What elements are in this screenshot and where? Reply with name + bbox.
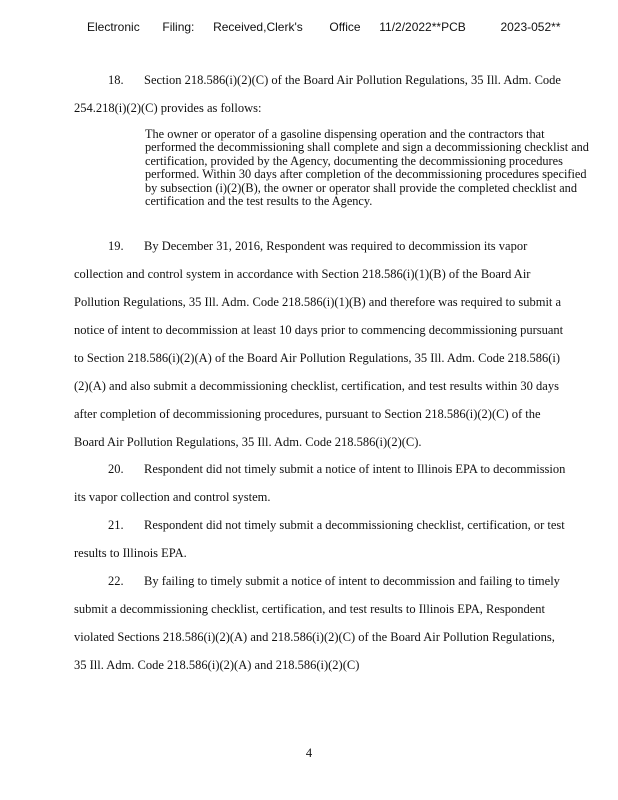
paragraph-22 [74,567,570,679]
paragraph-number: 22. [108,574,124,588]
paragraph-number: 18. [108,73,124,87]
block-quote: The owner or operator of a gasoline dispensing operation and the contractors that performed the decommissioning shall complete and sign a decommissioning checklist and certification, provided by the Agency, documenting the decommissioning procedures performed. Within 30 days after completion of the decommissioning procedures specified by subsection (i)(2)(B), the owner or operator shall provide the completed checklist and certification and the test results to the Agency. [145,127,589,209]
paragraph-number: 20. [108,462,124,476]
paragraph-text: Respondent did not timely submit a notice of intent to Illinois EPA to decommission its vapor collection and control system. [74,462,566,504]
header-office: Office [329,20,361,34]
paragraph-number: 21. [108,518,124,532]
header-date: 11/2/2022**PCB [379,20,466,34]
paragraph-21 [74,511,570,567]
paragraph-19 [74,232,570,456]
page-number: 4 [305,746,313,760]
header-received: Received,Clerk's [213,20,303,34]
paragraph-18 [74,66,570,122]
header-electronic: Electronic [87,20,140,34]
header-docket: 2023-052** [500,20,561,34]
paragraph-number: 19. [108,239,124,253]
header-filing: Filing: [162,20,195,34]
paragraph-text: Respondent did not timely submit a decommissioning checklist, certification, or test results to Illinois EPA. [74,518,565,560]
paragraph-text: By December 31, 2016, Respondent was required to decommission its vapor collection and control system in accordance with Section 218.586(i)(1)(B) of the Board Air Pollution Regulations, 35 Ill. Adm. Code 218.586(i)(1)(B) and therefore was required to submit a notice of intent to decommission at least 10 days prior to commencing decommissioning pursuant to Section 218.586(i)(2)(A) of the Board Air Pollution Regulations, 35 Ill. Adm. Code 218.586(i)(2)(A) and also submit a decommissioning checklist, certification, and test results within 30 days after completion of decommissioning procedures, pursuant to Section 218.586(i)(2)(C) of the Board Air Pollution Regulations, 35 Ill. Adm. Code 218.586(i)(2)(C). [74,239,564,449]
paragraph-20 [74,455,570,511]
paragraph-text: Section 218.586(i)(2)(C) of the Board Air Pollution Regulations, 35 Ill. Adm. Code 254.218(i)(2)(C) provides as follows: [74,73,561,115]
paragraph-text: By failing to timely submit a notice of intent to decommission and failing to timely submit a decommissioning checklist, certification, and test results to Illinois EPA, Respondent violated Sections 218.586(i)(2)(A) and 218.586(i)(2)(C) of the Board Air Pollution Regulations, 35 Ill. Adm. Code 218.586(i)(2)(A) and 218.586(i)(2)(C) [74,574,560,672]
filing-header [87,20,561,34]
